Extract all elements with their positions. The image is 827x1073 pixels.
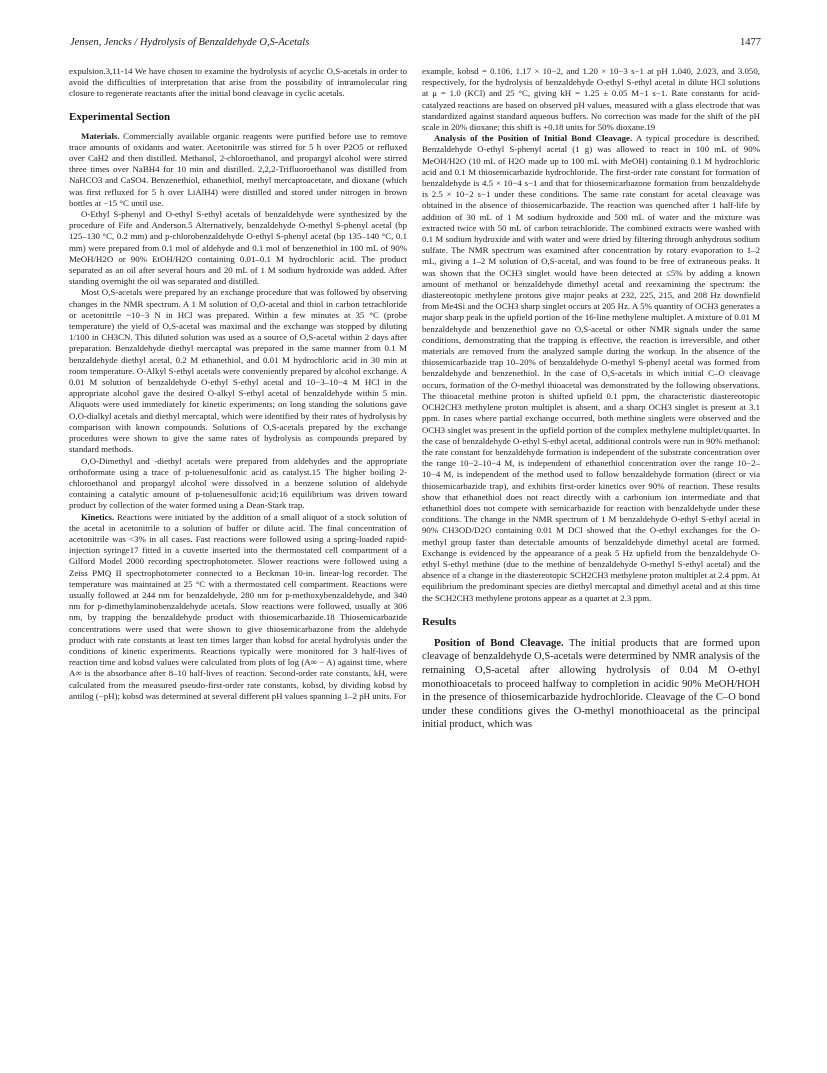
running-head-title: Hydrolysis of Benzaldehyde O,S-Acetals xyxy=(139,37,310,48)
page-number: 1477 xyxy=(740,37,761,48)
intro-paragraph: expulsion.3,11-14 We have chosen to examine the hydrolysis of acyclic O,S-acetals in order to avoid the difficulties of interpretation that arise from the possibility of intramolecular ring closure to regenerate reactants after the initial bond cleavage in cyclic acetals. xyxy=(69,66,407,99)
bond-cleavage-run-in-heading: Position of Bond Cleavage. xyxy=(434,637,564,649)
materials-text: Commercially available organic reagents were purified before use to remove trace amounts of oxidants and water. Acetonitrile was stirred for 5 h over P2O5 or refluxed over CaH2 and then distilled. Methanol, 2-chloroethanol, and propargyl alcohol were stirred three times over NaBH4 for 10 min and distilled. 2,2,2-Trifluoroethanol was distilled from NaHCO3 and CaSO4. Benzenethiol, ethanethiol, methyl mercaptoacetate, and dioxane (which was first refluxed for 5 h over LiAlH4) were distilled and stored under nitrogen in brown bottles at −15 °C until use. xyxy=(69,130,407,208)
example-paragraph: example, kobsd = 0.106, 1.17 × 10−2, and 1.20 × 10−3 s−1 at pH 1.040, 2.023, and 3.050, respectively, for the hydrolysis of benzaldehyde O-ethyl S-ethyl acetal in dilute HCl solutions at μ = 1.0 (KCl) and 25 °C, giving kH = 1.25 ± 0.05 M−1 s−1. Rate constants for acid-catalyzed reactions are based on observed pH values, measured with a glass electrode that was standardized against standard aqueous buffers. No correction was made for the shift of the pH scale in 20% dioxane; this shift is +0.18 units for 50% dioxane.19 xyxy=(422,66,760,133)
analysis-paragraph xyxy=(422,133,760,604)
kinetics-paragraph xyxy=(69,512,407,702)
running-head-authors: Jensen, Jencks xyxy=(70,37,132,48)
running-head-citation xyxy=(70,37,309,48)
materials-paragraph xyxy=(69,131,407,209)
right-column xyxy=(422,66,760,1051)
analysis-run-in-heading: Analysis of the Position of Initial Bond Cleavage. xyxy=(434,133,633,144)
dimethyl-acetal-paragraph: O,O-Dimethyl and -diethyl acetals were prepared from aldehydes and the appropriate orthoformate using a trace of p-toluenesulfonic acid as catalyst.15 The higher boiling 2-chloroethanol and propargyl alcohol were dissolved in a benzene solution of aldehyde containing a catalytic amount of p-toluenesulfonic acid;16 equilibrium was driven toward product by collection of the water formed using a Dean-Stark trap. xyxy=(69,455,407,511)
results-section-heading: Results xyxy=(422,615,457,628)
materials-run-in-heading: Materials. xyxy=(81,130,120,141)
exchange-paragraph: Most O,S-acetals were prepared by an exchange procedure that was followed by observing changes in the NMR spectrum. A 1 M solution of O,O-acetal and thiol in carbon tetrachloride or acetonitrile ~10−3 N in HCl was prepared. Within a few minutes at 35 °C (probe temperature) the yield of O,S-acetal was maximal and the exchange was stopped by diluting 1/100 in CH3CN. This diluted solution was used as a source of O,S-acetal within 2 days after preparation. Benzaldehyde diethyl mercaptal was prepared in the same manner from 0.1 M benzaldehyde diethyl acetal, 0.2 M ethanethiol, and 0.01 M hydrochloric acid in 30 min at room temperature. O-Alkyl S-ethyl acetals were conveniently prepared by alcohol exchange. A 0.01 M solution of benzaldehyde O-ethyl S-ethyl acetal and 10−3–10−4 M HCl in the appropriate alcohol gave the desired O-alkyl S-ethyl acetal of benzaldehyde within 5 min. Aliquots were used immediately for kinetic experiments; on long standing the solutions gave O,O-dialkyl acetals and diethyl mercaptal, which were identified by their rates of hydrolysis by comparison with known compounds. Solutions of O,S-acetals prepared by the exchange procedures were shown to give the same rates of hydrolysis as compounds prepared by standard methods. xyxy=(69,287,407,455)
kinetics-text: Reactions were initiated by the addition of a small aliquot of a stock solution of the acetal in acetonitrile to a solution of buffer or dilute acid. The final concentration of acetonitrile was <3% in all cases. Fast reactions were followed using a spring-loaded rapid-injection syringe17 fitted in a cuvette inserted into the thermostated cell compartment of a Gilford Model 2000 recording spectrophotometer. Slower reactions were followed using a Zeiss PMQ II spectrophotometer connected to a Beckman 10-in. linear-log recorder. The temperature was maintained at 25 °C with a thermostated cell compartment. Reactions were usually followed at 244 nm for benzaldehyde, 280 nm for p-methoxybenzaldehyde, and 340 nm for p-dimethylaminobenzaldehyde acetals. Slow reactions were followed, usually at 306 nm, by trapping the benzaldehyde product with thiosemicarbazide.18 Thiosemicarbazide concentrations were used that were shown to give thiosemicarbazone from the aldehyde product with rate constants at least ten times larger than kobsd for acetal hydrolysis under the conditions of kinetic experiments. Reactions typically were monitored for 3 half-lives of reaction time and kobsd values were calculated from plots of log (A∞ − A) against time, where A∞ is the absorbance after 8–10 half-lives of reaction. Second-order rate constants, kH, were calculated from the measured pseudo-first-order rate constants, kobsd, by dividing kobsd by antilog (−pH); kobsd was determined at several different pH values spanning 1–2 pH units. For xyxy=(69,511,407,701)
experimental-section-heading: Experimental Section xyxy=(69,110,171,123)
analysis-text: A typical procedure is described. Benzaldehyde O-ethyl S-phenyl acetal (1 g) was allowed to react in 100 mL of 90% MeOH/H2O (10 mL of H2O made up to 100 mL with MeOH) containing 0.1 M hydrochloric acid and 0.1 M thiosemicarbazide hydrochloride. The first-order rate constant for formation of benzaldehyde is 4.5 × 10−4 s−1 and that for thiosemicarbazone formation from benzaldehyde is 2.5 × 10−2 s−1 under these conditions. The same rate constant for acetal cleavage was obtained in the absence of thiosemicarbazide. The reaction was quenched after 1 half-life by addition of 30 mL of 1 M sodium hydroxide and 500 mL of water and the mixture was extracted twice with 50 mL of carbon tetrachloride. The combined extracts were washed with 0.1 M sodium hydroxide and with water and were dried by filtering through anhydrous sodium sulfate. The NMR spectrum was examined after concentration by rotary evaporation to 1–2 mL, giving a 1–2 M solution of O,S-acetal, and was found to be free of extraneous peaks. It was shown that the OCH3 singlet would have been detected at ≤5% by adding a known amount of methanol or benzaldehyde dimethyl acetal and reexamining the spectrum: the diastereotopic methylene protons give major peaks at 232, 225, 215, and 208 Hz downfield from Me4Si and the OCH3 sharp singlet occurs at 205 Hz. A 5% quantity of OCH3 generates a major sharp peak in the upfield portion of the 16-line methylene multiplet. A mixture of 0.01 M benzaldehyde and benzenethiol gave no O,S-acetal or other NMR signals under the same conditions, demonstrating that the trapping is effective, the reaction is irreversible, and other materials are removed from the analyzed sample during the workup. In the absence of the thiosemicarbazide trap 10–20% of benzaldehyde O-methyl S-phenyl acetal was formed from benzaldehyde and benzenethiol. In the case of O,S-acetals in which initial C–O cleavage occurs, formation of the O-methyl thioacetal was demonstrated by the following observations. The thioacetal methine proton is shifted upfield 0.1 ppm, the characteristic diastereotopic OCH2CH3 methylene proton multiplet is absent, and a sharp OCH3 singlet is present at 3.1 ppm. In cases where partial exchange occurred, both methine singlets were observed and the OCH3 singlet was present in the upfield portion of the complex methylene multiplet/quartet. In the case of benzaldehyde O-ethyl S-ethyl acetal, additional controls were run in 90% methanol: the rate constant for benzaldehyde formation is independent of the substrate concentration over the range 10−2–10−4 M, is independent of ethanethiol concentration over the range 10−2–10−4 M, is independent of the method used to follow benzaldehyde formation (direct or via thiosemicarbazide trap), and exhibits first-order kinetics over 90% of reaction. These results show that ethanethiol does not react directly with a carbonium ion intermediate and that ethanethiol does not compete with semicarbazide for reaction with benzaldehyde under these conditions. The change in the NMR spectrum of 1 M benzaldehyde O-ethyl S-ethyl acetal in 90% CH3OD/D2O containing 0.01 M DCl showed that the O-ethyl exchanges for the O-methyl group faster than detectable amounts of benzaldehyde dimethyl acetal are formed. Exchange is evidenced by the appearance of a peak 5 Hz upfield from the benzaldehyde O-ethyl S-ethyl methine (due to the methine of benzaldehyde O-methyl S-ethyl acetal) and the absence of a change in the diastereotopic SCH2CH3 methylene proton multiplet at 2.4 ppm. At equilibrium the predominant species are diethyl mercaptal and dimethyl acetal and at this time the SCH2CH3 methylene protons appear as a quartet at 2.3 ppm. xyxy=(422,133,760,603)
synthesis-paragraph: O-Ethyl S-phenyl and O-ethyl S-ethyl acetals of benzaldehyde were synthesized by the procedure of Fife and Anderson.5 Alternatively, benzaldehyde O-methyl S-phenyl acetal (bp 125–130 °C, 0.2 mm) and p-chlorobenzaldehyde O-ethyl S-phenyl acetal (bp 135–140 °C, 0.1 mm) were prepared from 0.1 mol of aldehyde and 0.1 mol of benzenethiol in 100 mL of 90% MeOH/H2O or 90% EtOH/H2O containing 0.01–0.1 M hydrochloric acid. The product separated as an oil after several hours and 20 mL of 1 M sodium hydroxide was added. After standing overnight the oil was separated and distilled. xyxy=(69,209,407,287)
running-head-separator: / xyxy=(131,37,140,48)
left-column xyxy=(69,66,407,1051)
running-head xyxy=(70,37,761,53)
kinetics-run-in-heading: Kinetics. xyxy=(81,511,115,522)
bond-cleavage-paragraph xyxy=(422,637,760,732)
bond-cleavage-text: The initial products that are formed upon cleavage of benzaldehyde O,S-acetals were determined by NMR analysis of the remaining O,S-acetal after allowing hydrolysis of 0.04 M O-ethyl monothioacetals to proceed halfway to completion in acidic 90% MeOH/HOH in the presence of thiosemicarbazide hydrochloride. Cleavage of the C–O bond under these conditions gives the O-methyl monothioacetal as the principal initial product, which was xyxy=(422,637,760,731)
